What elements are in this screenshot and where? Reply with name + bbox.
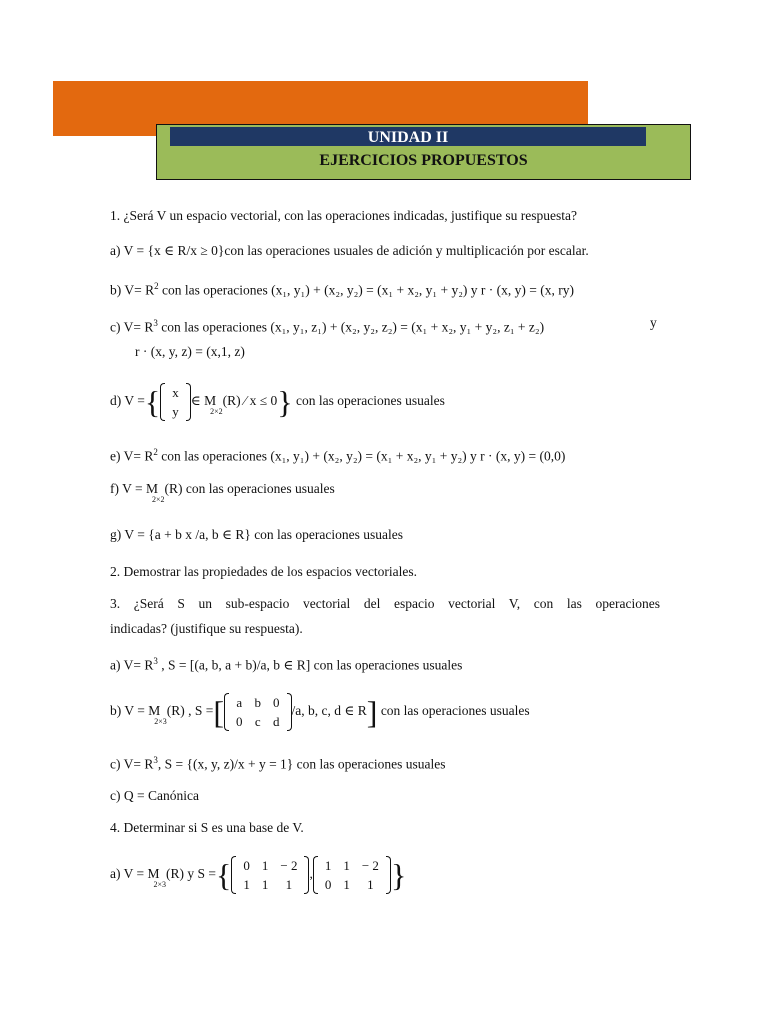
q4a-m2-cell: 1 [343,858,350,873]
q3c-exponent: 3 [153,755,158,765]
q3b-matrix [224,693,292,731]
question-4: 4. Determinar si S es una base de V. [110,820,304,835]
q3b-text: con las operaciones usuales [377,703,530,719]
q4a-open-brace: { [216,857,232,893]
question-4a: a) $V = M_{2\times 3}(R)$ y S ={ 0 1 − 2 1 1 1 , 1 1 − 2 0 1 1 } [110,857,407,893]
q3b-set: (R) , S = [166,703,214,719]
q4a-matrix-2 [313,856,391,894]
q1d-label: d) V = [110,393,145,409]
q4a-m2-cell: 1 [343,877,350,892]
q3b-open-bracket: [ [213,694,225,730]
q3a-label: a) V= R [110,657,154,673]
q3b-cell: d [273,714,280,729]
unit-banner [170,127,646,146]
q1d-condition: (R) ⁄ x ≤ 0 [222,393,278,409]
q1b-exponent: 2 [154,281,159,291]
q1d-close-brace: } [277,384,293,420]
q4a-matrix-1 [231,856,309,894]
q1d-matrix-x: x [172,385,179,400]
q1b-text: con las operaciones [158,282,272,298]
q4a-m1-cell: 1 [243,877,250,892]
q3b-cell: b [254,695,262,710]
question-3a [110,652,462,675]
q3a-text: con las operaciones usuales [310,657,463,673]
question-1b [110,277,574,300]
q1f-subscript: 2×2 [152,495,165,504]
q1d-member: ∈ M [190,393,217,409]
q1d-matrix-y: y [172,404,179,419]
q1c-label: c) V= R [110,319,154,335]
q4a-m1-cell: − 2 [280,858,298,873]
unit-title: UNIDAD II [367,129,449,146]
q1d-open-brace: { [144,384,161,420]
q1d-subscript: 2×2 [210,407,223,417]
q1c-and: y [650,315,657,330]
q4a-m2-cell: 0 [324,877,332,892]
q1g-text: con las operaciones usuales [250,527,404,542]
q4a-subscript: 2×3 [153,880,167,890]
q1g-math: g) V = {a + b x /a, b ∈ R} [110,527,251,542]
q1d-matrix [160,383,191,421]
q1f-text: (R) con las operaciones usuales [164,481,335,496]
q1c-math: (x₁, y₁, z₁) + (x₂, y₂, z₂) = (x₁ + x₂, y₁ + y₂, z₁ + z₂) [270,319,545,335]
question-1d [110,383,445,421]
q1e-math: (x₁, y₁) + (x₂, y₂) = (x₁ + x₂, y₁ + y₂) y r · (x, y) = (0,0) [270,448,566,464]
question-3-line2: indicadas? (justifique su respuesta). [110,621,303,636]
q1d-text: con las operaciones usuales [292,393,445,409]
question-3c [110,751,446,774]
q1f-label: f) V = M [110,481,158,496]
exercises-subtitle: EJERCICIOS PROPUESTOS [319,152,528,169]
q1b-math: (x₁, y₁) + (x₂, y₂) = (x₁ + x₂, y₁ + y₂) y r · (x, y) = (x, ry) [271,282,575,298]
q3b-cell: 0 [273,695,280,710]
q4a-m1-cell: 0 [243,858,250,873]
question-3c-canonical: c) Q = Canónica [110,788,199,803]
q4a-m1-cell: 1 [261,877,269,892]
q3c-text: con las operaciones usuales [293,756,446,772]
q1c-exponent: 3 [153,318,158,328]
q3b-condition: /a, b, c, d ∈ R [291,703,367,719]
question-1c [110,314,544,337]
q4a-close-brace: } [390,857,407,893]
q3a-math: , S = [(a, b, a + b)/a, b ∈ R] [157,657,311,673]
q4a-m2-cell: − 2 [361,858,379,873]
question-1e [110,443,565,466]
q4a-m1-cell: 1 [285,877,293,892]
q3b-cell: a [236,695,243,710]
question-1f [110,480,335,504]
q1c-text: con las operaciones [157,319,271,335]
q3b-label: b) V = M [110,703,161,719]
q4a-set: (R) y S = [166,866,217,882]
q3a-exponent: 3 [153,656,158,666]
q3b-close-bracket: ] [366,694,378,730]
q3c-math: , S = {(x, y, z)/x + y = 1} [157,756,294,772]
q3b-cell: 0 [236,714,243,729]
q3c-label: c) V= R [110,756,154,772]
q1e-text: con las operaciones [157,448,271,464]
question-1: 1. ¿Será V un espacio vectorial, con las operaciones indicadas, justifique su respuesta? [110,208,577,223]
q1e-exponent: 2 [153,447,158,457]
q1a-math: a) V = {x ∈ R/x ≥ 0} [110,243,225,258]
question-1a [110,242,589,260]
q4a-m1-cell: 1 [261,858,269,873]
q1e-label: e) V= R [110,448,154,464]
q1c-line2: r · (x, y, z) = (x,1, z) [135,344,245,359]
q1b-label: b) V= R [110,282,155,298]
question-1g [110,526,403,544]
q1a-text: con las operaciones usuales de adición y multiplicación por escalar. [224,243,589,258]
q4a-m2-cell: 1 [324,858,332,873]
question-3b [110,693,530,731]
title-box [156,124,691,180]
question-3-line1: 3. ¿Será S un sub-espacio vectorial del espacio vectorial V, con las operaciones [110,596,660,611]
q4a-label: a) V = M [110,866,160,882]
q3b-cell: c [254,714,261,729]
q3b-subscript: 2×3 [154,717,167,727]
question-2: 2. Demostrar las propiedades de los espacios vectoriales. [110,564,418,579]
q4a-m2-cell: 1 [367,877,374,892]
